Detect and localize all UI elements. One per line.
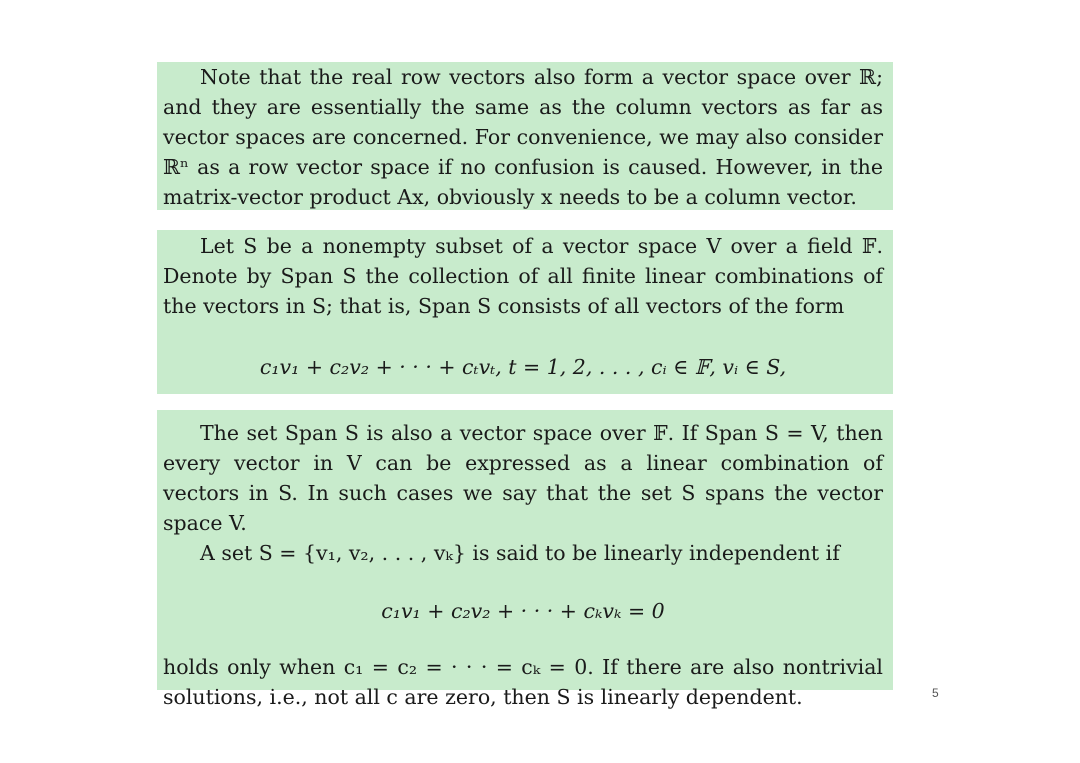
- span-definition-text: Let S be a nonempty subset of a vector space V over a field 𝔽. Denote by Span S the collection of all finite linear combinations of the vectors in S; that is, Span S consists of all vectors of the form: [163, 234, 883, 318]
- linear-independence-box: [157, 410, 893, 709]
- note-row-vectors-text: Note that the real row vectors also form a vector space over ℝ; and they are essentially the same as the column vectors as far as vector spaces are concerned. For convenience, we may also consider ℝⁿ as a row vector space if no confusion is caused. However, in the matrix-vector product Ax, obviously x needs to be a column vector.: [163, 65, 883, 209]
- span-definition-box: [157, 230, 893, 394]
- dependence-conclusion-text: holds only when c₁ = c₂ = · · · = cₖ = 0. If there are also nontrivial solutions, i.e., not all c are zero, then S is linearly dependent.: [163, 655, 883, 709]
- note-row-vectors-box: [157, 62, 893, 210]
- span-equation: c₁v₁ + c₂v₂ + · · · + cₜvₜ, t = 1, 2, . . . , cᵢ ∈ 𝔽, vᵢ ∈ S,: [259, 355, 787, 379]
- page-number: 5: [932, 686, 939, 700]
- independence-definition-text: A set S = {v₁, v₂, . . . , vₖ} is said to be linearly independent if: [200, 541, 840, 565]
- independence-equation: c₁v₁ + c₂v₂ + · · · + cₖvₖ = 0: [381, 599, 665, 623]
- span-vector-space-text: The set Span S is also a vector space over 𝔽. If Span S = V, then every vector in V can be expressed as a linear combination of vectors in S. In such cases we say that the set S spans the vector space V.: [163, 421, 883, 535]
